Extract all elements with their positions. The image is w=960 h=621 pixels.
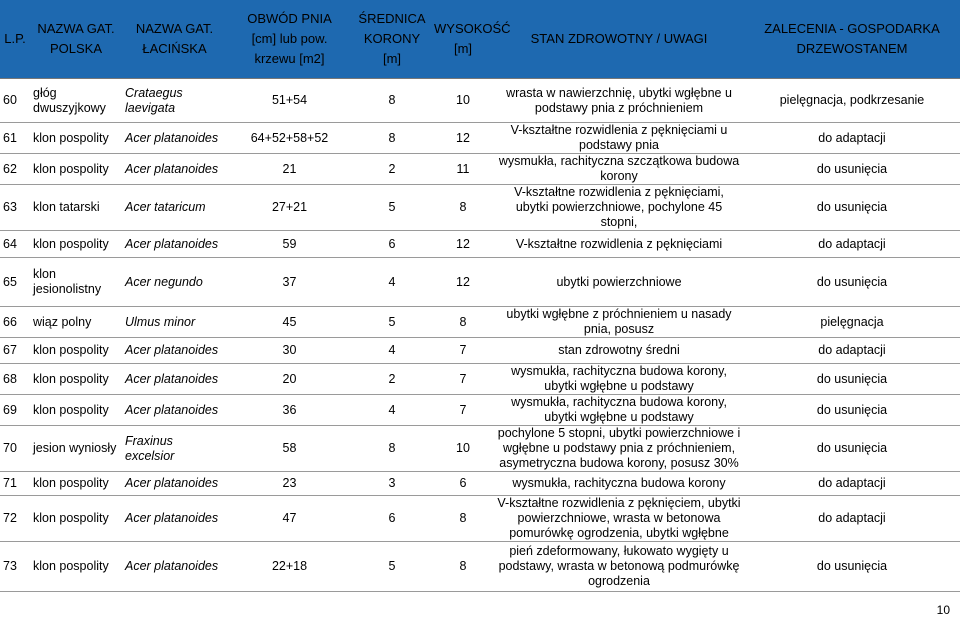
recommendation-cell: pielęgnacja (744, 307, 960, 338)
crown-diameter-cell: 4 (352, 395, 432, 426)
polish-name-cell: klon pospolity (30, 496, 122, 542)
health-status-cell: wysmukła, rachityczna szczątkowa budowa korony (494, 154, 744, 185)
height-cell: 12 (432, 258, 494, 307)
health-status-cell: ubytki wgłębne z próchnieniem u nasady pnia, posusz (494, 307, 744, 338)
trunk-circumference-cell: 59 (227, 231, 352, 258)
recommendation-cell: do usunięcia (744, 185, 960, 231)
health-status-cell: V-kształtne rozwidlenia z pęknięciami (494, 231, 744, 258)
polish-name-cell: klon pospolity (30, 231, 122, 258)
health-status-cell: pochylone 5 stopni, ubytki powierzchniowe i wgłębne u podstawy pnia z próchnieniem, asymetryczna budowa korony, posusz 30% (494, 426, 744, 472)
table-row (0, 395, 960, 426)
height-cell: 12 (432, 123, 494, 154)
trunk-circumference-cell: 37 (227, 258, 352, 307)
row-number-cell: 65 (0, 258, 30, 307)
trunk-circumference-cell: 20 (227, 364, 352, 395)
polish-name-cell: klon jesionolistny (30, 258, 122, 307)
polish-name-cell: klon pospolity (30, 123, 122, 154)
polish-name-cell: głóg dwuszyjkowy (30, 79, 122, 123)
recommendation-cell: do adaptacji (744, 472, 960, 496)
row-number-cell: 60 (0, 79, 30, 123)
row-number-cell: 63 (0, 185, 30, 231)
table-row (0, 472, 960, 496)
height-cell: 8 (432, 496, 494, 542)
table-row (0, 79, 960, 123)
recommendation-cell: do adaptacji (744, 123, 960, 154)
latin-name-cell: Acer platanoides (122, 496, 227, 542)
recommendation-cell: do usunięcia (744, 364, 960, 395)
row-number-cell: 70 (0, 426, 30, 472)
trunk-circumference-cell: 47 (227, 496, 352, 542)
header-health-status: STAN ZDROWOTNY / UWAGI (494, 0, 744, 79)
health-status-cell: ubytki powierzchniowe (494, 258, 744, 307)
height-cell: 7 (432, 338, 494, 364)
table-row (0, 307, 960, 338)
table-row (0, 258, 960, 307)
latin-name-cell: Acer platanoides (122, 542, 227, 592)
table-row (0, 496, 960, 542)
height-cell: 12 (432, 231, 494, 258)
health-status-cell: wysmukła, rachityczna budowa korony, ubytki wgłębne u podstawy (494, 364, 744, 395)
health-status-cell: stan zdrowotny średni (494, 338, 744, 364)
health-status-cell: wrasta w nawierzchnię, ubytki wgłębne u podstawy pnia z próchnieniem (494, 79, 744, 123)
row-number-cell: 66 (0, 307, 30, 338)
latin-name-cell: Fraxinus excelsior (122, 426, 227, 472)
recommendation-cell: do adaptacji (744, 231, 960, 258)
crown-diameter-cell: 8 (352, 123, 432, 154)
polish-name-cell: klon pospolity (30, 154, 122, 185)
table-row (0, 231, 960, 258)
crown-diameter-cell: 8 (352, 79, 432, 123)
height-cell: 10 (432, 426, 494, 472)
table-row (0, 154, 960, 185)
header-latin-name: NAZWA GAT. ŁACIŃSKA (122, 0, 227, 79)
height-cell: 7 (432, 395, 494, 426)
recommendation-cell: do usunięcia (744, 395, 960, 426)
row-number-cell: 69 (0, 395, 30, 426)
crown-diameter-cell: 4 (352, 338, 432, 364)
table-row (0, 426, 960, 472)
polish-name-cell: klon pospolity (30, 472, 122, 496)
latin-name-cell: Acer negundo (122, 258, 227, 307)
recommendation-cell: pielęgnacja, podkrzesanie (744, 79, 960, 123)
crown-diameter-cell: 2 (352, 364, 432, 395)
row-number-cell: 62 (0, 154, 30, 185)
trunk-circumference-cell: 27+21 (227, 185, 352, 231)
trunk-circumference-cell: 23 (227, 472, 352, 496)
height-cell: 11 (432, 154, 494, 185)
table-row (0, 185, 960, 231)
row-number-cell: 64 (0, 231, 30, 258)
latin-name-cell: Acer platanoides (122, 231, 227, 258)
recommendation-cell: do usunięcia (744, 426, 960, 472)
polish-name-cell: jesion wyniosły (30, 426, 122, 472)
row-number-cell: 72 (0, 496, 30, 542)
table-body (0, 79, 960, 592)
row-number-cell: 67 (0, 338, 30, 364)
trunk-circumference-cell: 36 (227, 395, 352, 426)
recommendation-cell: do usunięcia (744, 258, 960, 307)
trunk-circumference-cell: 45 (227, 307, 352, 338)
crown-diameter-cell: 4 (352, 258, 432, 307)
crown-diameter-cell: 5 (352, 307, 432, 338)
row-number-cell: 73 (0, 542, 30, 592)
height-cell: 10 (432, 79, 494, 123)
latin-name-cell: Acer platanoides (122, 154, 227, 185)
height-cell: 8 (432, 185, 494, 231)
crown-diameter-cell: 6 (352, 231, 432, 258)
recommendation-cell: do adaptacji (744, 496, 960, 542)
crown-diameter-cell: 6 (352, 496, 432, 542)
row-number-cell: 61 (0, 123, 30, 154)
row-number-cell: 68 (0, 364, 30, 395)
latin-name-cell: Acer platanoides (122, 123, 227, 154)
polish-name-cell: wiąz polny (30, 307, 122, 338)
table-row (0, 338, 960, 364)
crown-diameter-cell: 5 (352, 542, 432, 592)
polish-name-cell: klon pospolity (30, 395, 122, 426)
height-cell: 8 (432, 307, 494, 338)
latin-name-cell: Acer platanoides (122, 364, 227, 395)
header-crown-diameter: ŚREDNICA KORONY [m] (352, 0, 432, 79)
crown-diameter-cell: 8 (352, 426, 432, 472)
polish-name-cell: klon pospolity (30, 364, 122, 395)
recommendation-cell: do adaptacji (744, 338, 960, 364)
row-number-cell: 71 (0, 472, 30, 496)
header-trunk-circumference: OBWÓD PNIA [cm] lub pow. krzewu [m2] (227, 0, 352, 79)
polish-name-cell: klon pospolity (30, 338, 122, 364)
table-row (0, 364, 960, 395)
header-lp: L.P. (0, 0, 30, 79)
latin-name-cell: Ulmus minor (122, 307, 227, 338)
latin-name-cell: Crataegus laevigata (122, 79, 227, 123)
header-height: WYSOKOŚĆ [m] (432, 0, 494, 79)
crown-diameter-cell: 2 (352, 154, 432, 185)
crown-diameter-cell: 3 (352, 472, 432, 496)
header-recommendations: ZALECENIA - GOSPODARKA DRZEWOSTANEM (744, 0, 960, 79)
polish-name-cell: klon pospolity (30, 542, 122, 592)
height-cell: 7 (432, 364, 494, 395)
health-status-cell: V-kształtne rozwidlenia z pęknięciem, ubytki powierzchniowe, wrasta w betonowa pomurówkę ogrodzenia, ubytki wgłębne (494, 496, 744, 542)
latin-name-cell: Acer platanoides (122, 472, 227, 496)
height-cell: 8 (432, 542, 494, 592)
page-number: 10 (936, 603, 950, 617)
header-row (0, 0, 960, 79)
health-status-cell: pień zdeformowany, łukowato wygięty u podstawy, wrasta w betonową podmurówkę ogrodzenia (494, 542, 744, 592)
health-status-cell: V-kształtne rozwidlenia z pęknięciami, ubytki powierzchniowe, pochylone 45 stopni, (494, 185, 744, 231)
trunk-circumference-cell: 64+52+58+52 (227, 123, 352, 154)
trunk-circumference-cell: 21 (227, 154, 352, 185)
health-status-cell: wysmukła, rachityczna budowa korony, ubytki wgłębne u podstawy (494, 395, 744, 426)
health-status-cell: V-kształtne rozwidlenia z pęknięciami u podstawy pnia (494, 123, 744, 154)
trunk-circumference-cell: 22+18 (227, 542, 352, 592)
polish-name-cell: klon tatarski (30, 185, 122, 231)
table-row (0, 542, 960, 592)
latin-name-cell: Acer platanoides (122, 395, 227, 426)
recommendation-cell: do usunięcia (744, 542, 960, 592)
latin-name-cell: Acer platanoides (122, 338, 227, 364)
trunk-circumference-cell: 58 (227, 426, 352, 472)
trunk-circumference-cell: 51+54 (227, 79, 352, 123)
recommendation-cell: do usunięcia (744, 154, 960, 185)
header-polish-name: NAZWA GAT. POLSKA (30, 0, 122, 79)
health-status-cell: wysmukła, rachityczna budowa korony (494, 472, 744, 496)
trunk-circumference-cell: 30 (227, 338, 352, 364)
height-cell: 6 (432, 472, 494, 496)
latin-name-cell: Acer tataricum (122, 185, 227, 231)
crown-diameter-cell: 5 (352, 185, 432, 231)
table-row (0, 123, 960, 154)
